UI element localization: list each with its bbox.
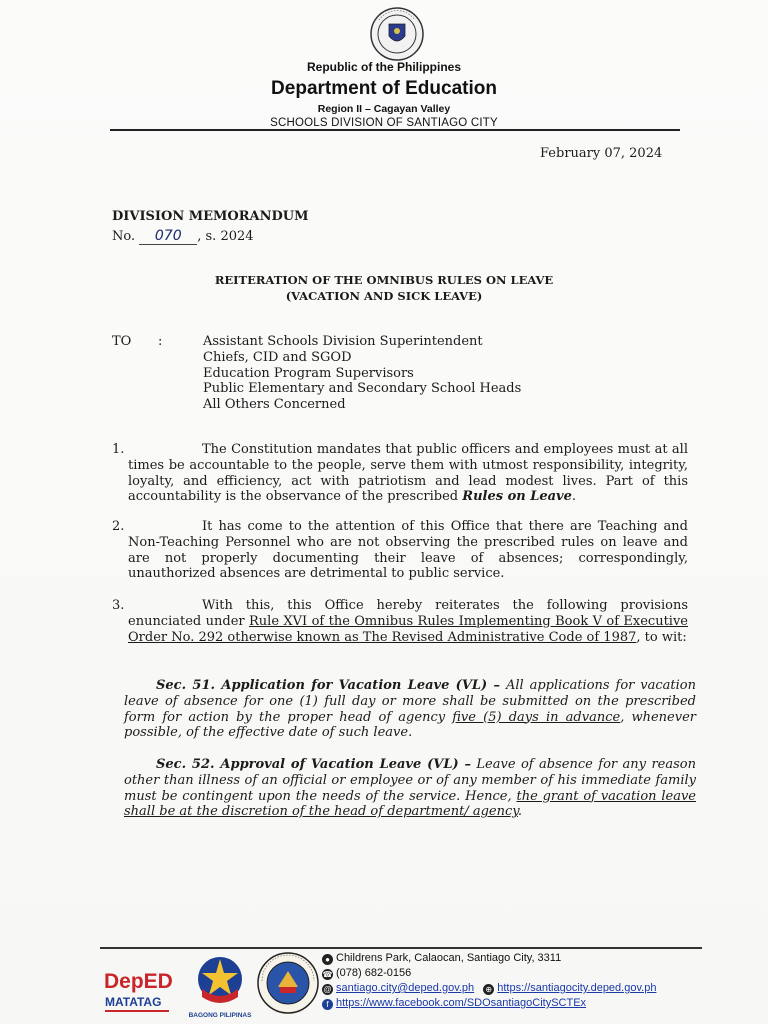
- paragraph-1-emphasis: Rules on Leave: [462, 489, 572, 505]
- globe-icon: ⊕: [483, 984, 494, 995]
- facebook-icon: f: [322, 999, 333, 1010]
- paragraph-1-end: .: [571, 489, 577, 505]
- paragraph-3-rule-reference: Rule XVI of the Omnibus Rules Implementing Book V of Executive Order No. 292 otherwise known as The Revised Administrative Code of 1987: [128, 613, 688, 645]
- paragraph-2: [128, 519, 688, 582]
- location-pin-icon: ●: [322, 954, 333, 965]
- paragraph-1: [128, 442, 688, 505]
- header-divider: [110, 129, 680, 131]
- recipient-item: Assistant Schools Division Superintendent: [203, 334, 483, 349]
- republic-text: Republic of the Philippines: [306, 60, 461, 74]
- recipient-item: Education Program Supervisors: [203, 365, 414, 381]
- deped-seal-icon: [369, 6, 425, 62]
- recipient-list: [203, 334, 521, 413]
- phone-text: (078) 682-0156: [336, 967, 412, 979]
- division-seal-icon: [256, 951, 320, 1015]
- address-text: Childrens Park, Calaocan, Santiago City, 3311: [336, 952, 562, 964]
- email-icon: @: [323, 985, 332, 994]
- email-link[interactable]: santiago.city@deped.gov.ph: [336, 982, 475, 994]
- paragraph-1-number: 1.: [112, 442, 125, 457]
- bagong-pilipinas-logo: [188, 951, 252, 1021]
- division-text: SCHOOLS DIVISION OF SANTIAGO CITY: [270, 117, 498, 129]
- section-51-text-a: All applications for vacation leave of absence for one (1) full day or more shall be submitted on the prescribed form for action by the proper head of agency: [124, 678, 696, 725]
- recipient-item: All Others Concerned: [203, 397, 346, 413]
- deped-matatag-logo: [100, 958, 178, 1020]
- memo-number-handwritten: 070: [139, 228, 197, 245]
- footer-divider: [100, 947, 702, 949]
- to-colon: :: [158, 334, 163, 349]
- memo-number-prefix: No.: [112, 229, 136, 244]
- memo-date: February 07, 2024: [540, 146, 663, 161]
- subject-line-1: REITERATION OF THE OMNIBUS RULES ON LEAVE: [214, 273, 554, 287]
- section-52-title: Sec. 52. Approval of Vacation Leave (VL) –: [156, 757, 471, 772]
- section-51-title: Sec. 51. Application for Vacation Leave (VL) –: [156, 678, 501, 693]
- department-title: Department of Education: [271, 78, 497, 99]
- paragraph-3-text-a: With this, this Office hereby reiterates the following provisions enunciated under: [128, 598, 688, 629]
- paragraph-3: [128, 598, 688, 645]
- contact-email-web: [322, 982, 656, 995]
- contact-phone: [322, 967, 411, 980]
- contact-facebook: [322, 997, 586, 1010]
- section-52-text-a: Leave of absence for any reason other than illness of an official or employee or of any member of his immediate family must be contingent upon the needs of the service. Hence,: [124, 757, 696, 804]
- paragraph-2-number: 2.: [112, 519, 125, 534]
- section-52-text-b: .: [517, 804, 523, 820]
- bagong-pilipinas-text: BAGONG PILIPINAS: [188, 1012, 252, 1019]
- paragraph-2-text: It has come to the attention of this Office that there are Teaching and Non-Teaching Personnel who are not observing the prescribed rules on leave and are not properly documenting their leave of absences; correspondingly, unauthorized absences are detrimental to public service.: [128, 519, 688, 582]
- paragraph-3-text-b: , to wit:: [636, 629, 687, 645]
- section-51-underlined: five (5) days in advance: [452, 709, 621, 725]
- contact-address: [322, 952, 561, 965]
- website-link[interactable]: https://santiagocity.deped.gov.ph: [497, 982, 657, 994]
- paragraph-1-text: The Constitution mandates that public officers and employees must at all times be accountable to the people, serve them with utmost responsibility, integrity, loyalty, and efficiency, act with patriotism and lead modest lives. Part of this accountability is the observance of the prescribed: [128, 442, 688, 505]
- facebook-link[interactable]: https://www.facebook.com/SDOsantiagoCitySCTEx: [336, 997, 587, 1009]
- subject-line-2: (VACATION AND SICK LEAVE): [285, 289, 483, 303]
- paragraph-3-number: 3.: [112, 598, 125, 613]
- phone-icon: ☎: [322, 970, 333, 979]
- deped-logo-text: DepED: [104, 970, 173, 993]
- to-label: TO: [112, 334, 132, 349]
- matatag-text: MATATAG: [105, 995, 162, 1009]
- recipient-item: Public Elementary and Secondary School Heads: [203, 381, 522, 397]
- recipient-item: Chiefs, CID and SGOD: [203, 349, 352, 365]
- memo-number-suffix: , s. 2024: [197, 229, 254, 244]
- region-text: Region II – Cagayan Valley: [317, 103, 451, 115]
- section-51-text-b: , whenever possible, of the effective date of such leave.: [124, 709, 696, 741]
- memo-number: [112, 228, 254, 245]
- section-51: [124, 678, 696, 741]
- section-52: [124, 757, 696, 820]
- memo-title: DIVISION MEMORANDUM: [112, 209, 309, 224]
- section-52-underlined: the grant of vacation leave shall be at the discretion of the head of department/ agency: [124, 788, 697, 820]
